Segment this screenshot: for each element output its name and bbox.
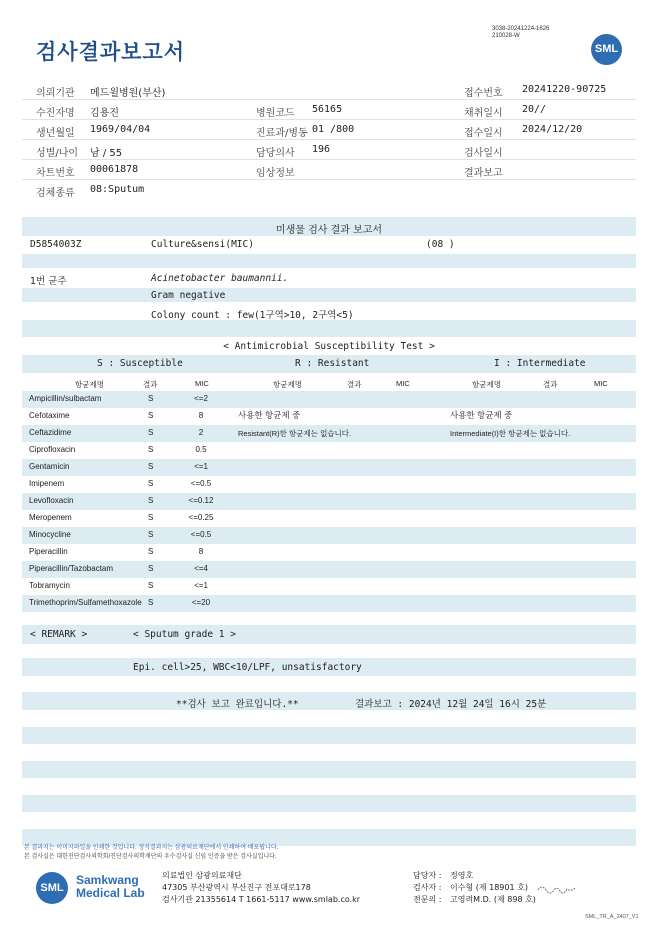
antibiotic-mic: 2 [198, 428, 204, 437]
report-title: 검사결과보고서 [36, 40, 186, 64]
footer-logo: SML [36, 872, 68, 904]
col-result-header: 결과 [143, 380, 158, 389]
antibiotic-mic: <=1 [194, 581, 208, 590]
band [22, 254, 636, 268]
hospital-code-label: 병원코드 [256, 108, 295, 119]
specialist-value: 고영려M.D. (제 898 호) [450, 895, 536, 904]
collect-value: 20// [522, 104, 547, 115]
remark-value: < Sputum grade 1 > [133, 629, 236, 640]
sml-logo: SML [591, 34, 622, 65]
remark-band [22, 625, 636, 644]
antibiotic-mic: 8 [198, 411, 204, 420]
antibiotic-result: S [148, 428, 154, 437]
antibiotic-result: S [148, 530, 154, 539]
antibiotic-row [22, 578, 636, 595]
strain-label: 1번 균주 [30, 276, 67, 287]
hospital-value: 메드윌병원(부산) [90, 88, 166, 99]
antibiotic-result: S [148, 547, 154, 556]
antibiotic-result: S [148, 394, 154, 403]
hospital-label: 의뢰기관 [36, 88, 75, 99]
antibiotic-mic: <=0.5 [190, 530, 212, 539]
antibiotic-name: Ampicillin/sulbactam [29, 394, 102, 403]
dept-value: 01 /800 [312, 124, 355, 135]
info-row-3 [22, 120, 636, 140]
antibiotic-mic: <=4 [194, 564, 208, 573]
antibiotic-name: Gentamicin [29, 462, 70, 471]
col-mic-header: MIC [396, 379, 410, 388]
antibiotic-name: Minocycline [29, 530, 71, 539]
band [22, 795, 636, 812]
receipt-no-label: 접수번호 [464, 88, 503, 99]
info-row-4 [22, 140, 636, 160]
note-resistant-1: 사용한 항균제 중 [238, 410, 301, 420]
legend-susceptible: S : Susceptible [97, 358, 183, 369]
antibiotic-row [22, 493, 636, 510]
signature-image [536, 880, 586, 896]
col-drug-header: 항균제명 [75, 380, 104, 389]
ast-title: < Antimicrobial Susceptibility Test > [223, 341, 435, 352]
specialist-label: 전문의 : [413, 895, 442, 904]
antibiotic-row [22, 408, 636, 425]
antibiotic-name: Ceftazidime [29, 428, 72, 437]
band [22, 727, 636, 744]
test-date-label: 검사일시 [464, 148, 503, 159]
band [22, 320, 636, 337]
antibiotic-result: S [148, 479, 154, 488]
antibiotic-name: Tobramycin [29, 581, 70, 590]
section-title: 미생물 검사 결과 보고서 [275, 225, 383, 236]
footer-address: 47305 부산광역시 부산진구 전포대로178 [162, 883, 311, 892]
col-mic-header: MIC [195, 379, 209, 388]
footer-staff-labels [413, 870, 441, 906]
legend-resistant: R : Resistant [295, 358, 370, 369]
report-code [492, 26, 549, 40]
legend-intermediate: I : Intermediate [494, 358, 586, 369]
manager-label: 담당자 : [413, 871, 442, 880]
col-drug-header: 항균제명 [273, 380, 302, 389]
hospital-code-value: 56165 [312, 104, 343, 115]
specimen-value: 08:Sputum [90, 184, 145, 195]
band [22, 761, 636, 778]
col-result-header: 결과 [347, 380, 362, 389]
antibiotic-name: Piperacillin/Tazobactam [29, 564, 114, 573]
antibiotic-mic: 8 [198, 547, 204, 556]
test-num: (08 ) [426, 239, 455, 250]
antibiotic-mic: <=0.25 [188, 513, 214, 522]
antibiotic-result: S [148, 513, 154, 522]
info-row-5 [22, 160, 636, 180]
antibiotic-name: Meropenem [29, 513, 72, 522]
code-line-1: 3038-20241224-1626 [492, 26, 550, 32]
sex-value: 남 / 55 [90, 148, 123, 159]
specimen-label: 검체종류 [36, 188, 75, 199]
antibiotic-name: Ciprofloxacin [29, 445, 76, 454]
antibiotic-mic: <=20 [191, 598, 211, 607]
report-complete: **검사 보고 완료입니다.** [176, 699, 299, 710]
receipt-date-value: 2024/12/20 [522, 124, 583, 135]
report-label: 결과보고 [464, 168, 503, 179]
antibiotic-result: S [148, 598, 154, 607]
antibiotic-result: S [148, 564, 154, 573]
antibiotic-mic: 0.5 [195, 445, 207, 454]
antibiotic-mic: <=0.12 [188, 496, 214, 505]
note-intermediate-1: 사용한 항균제 중 [450, 410, 513, 420]
brand-line-2: Medical Lab [76, 886, 145, 900]
antibiotic-row [22, 442, 636, 459]
patient-label: 수진자명 [36, 108, 75, 119]
footer-org-block [162, 870, 360, 906]
chart-label: 차트번호 [36, 168, 75, 179]
remark-label: < REMARK > [30, 629, 88, 640]
info-row-2 [22, 100, 636, 120]
footer-contact: 검사기관 21355614 T 1661-5117 www.smlab.co.kr [162, 895, 361, 904]
antibiotic-row [22, 544, 636, 561]
antibiotic-result: S [148, 581, 154, 590]
manager-value: 정영호 [450, 871, 474, 880]
antibiotic-name: Trimethoprim/Sulfamethoxazole [29, 598, 142, 607]
antibiotic-result: S [148, 411, 154, 420]
antibiotic-mic: <=0.5 [190, 479, 212, 488]
antibiotic-result: S [148, 445, 154, 454]
brand-line-1: Samkwang [76, 873, 139, 887]
info-row-1 [22, 80, 636, 100]
receipt-date-label: 접수일시 [464, 128, 503, 139]
footer-org: 의료법인 삼광의료재단 [162, 871, 242, 880]
form-code: SML_TR_A_2407_V1 [585, 914, 639, 920]
receipt-no-value: 20241220-90725 [522, 84, 607, 95]
report-time: 결과보고 : 2024년 12월 24일 16시 25분 [355, 699, 547, 710]
test-code: D5854003Z [30, 239, 82, 250]
doctor-label: 담당의사 [256, 148, 295, 159]
clinical-label: 임상정보 [256, 168, 295, 179]
epi-cell: Epi. cell>25, WBC<10/LPF, unsatisfactory [133, 662, 362, 673]
footer-brand [76, 874, 145, 900]
antibiotic-row [22, 595, 636, 612]
organism-name: Acinetobacter baumannii. [151, 273, 289, 284]
antibiotic-row [22, 510, 636, 527]
test-name: Culture&sensi(MIC) [151, 239, 254, 250]
gram-stain: Gram negative [151, 290, 226, 301]
tester-label: 검사자 : [413, 883, 442, 892]
dept-label: 진료과/병동 [256, 128, 308, 139]
doctor-value: 196 [312, 144, 331, 155]
dob-label: 생년월일 [36, 128, 75, 139]
antibiotic-result: S [148, 462, 154, 471]
tester-value: 이수형 (제 18901 호) [450, 883, 528, 892]
antibiotic-row [22, 527, 636, 544]
colony-count: Colony count : few(1구역>10, 2구역<5) [151, 310, 354, 321]
antibiotic-row [22, 459, 636, 476]
antibiotic-name: Imipenem [29, 479, 65, 488]
antibiotic-name: Cefotaxime [29, 411, 70, 420]
footer-staff-values [450, 870, 536, 906]
sex-label: 성별/나이 [36, 148, 79, 159]
dob-value: 1969/04/04 [90, 124, 151, 135]
antibiotic-row [22, 561, 636, 578]
info-row-6 [22, 180, 636, 200]
antibiotic-name: Piperacillin [29, 547, 68, 556]
col-result-header: 결과 [543, 380, 558, 389]
band [22, 288, 636, 302]
code-line-2: 210028-W [492, 33, 520, 39]
footer-note-1: 본 결과지는 이미지파일을 인쇄한 것입니다. 정식결과지는 삼광의료재단에서 인쇄하여 배포됩니다. [24, 845, 279, 851]
antibiotic-row [22, 391, 636, 408]
footer-note-2: 본 검사실은 대한진단검사의학회/진단검사의학재단의 우수검사실 신임 인증을 받은 검사실입니다. [24, 854, 277, 860]
chart-value: 00061878 [90, 164, 139, 175]
antibiotic-name: Levofloxacin [29, 496, 74, 505]
antibiotic-mic: <=1 [194, 462, 208, 471]
col-mic-header: MIC [594, 379, 608, 388]
antibiotic-mic: <=2 [194, 394, 208, 403]
col-drug-header: 항균제명 [472, 380, 501, 389]
note-resistant-2: Resistant(R)한 항균제는 없습니다. [238, 429, 352, 438]
antibiotic-result: S [148, 496, 154, 505]
patient-value: 김용진 [90, 108, 119, 119]
antibiotic-row [22, 476, 636, 493]
note-intermediate-2: Intermediate(I)한 항균제는 없습니다. [450, 429, 571, 438]
collect-label: 채취일시 [464, 108, 503, 119]
